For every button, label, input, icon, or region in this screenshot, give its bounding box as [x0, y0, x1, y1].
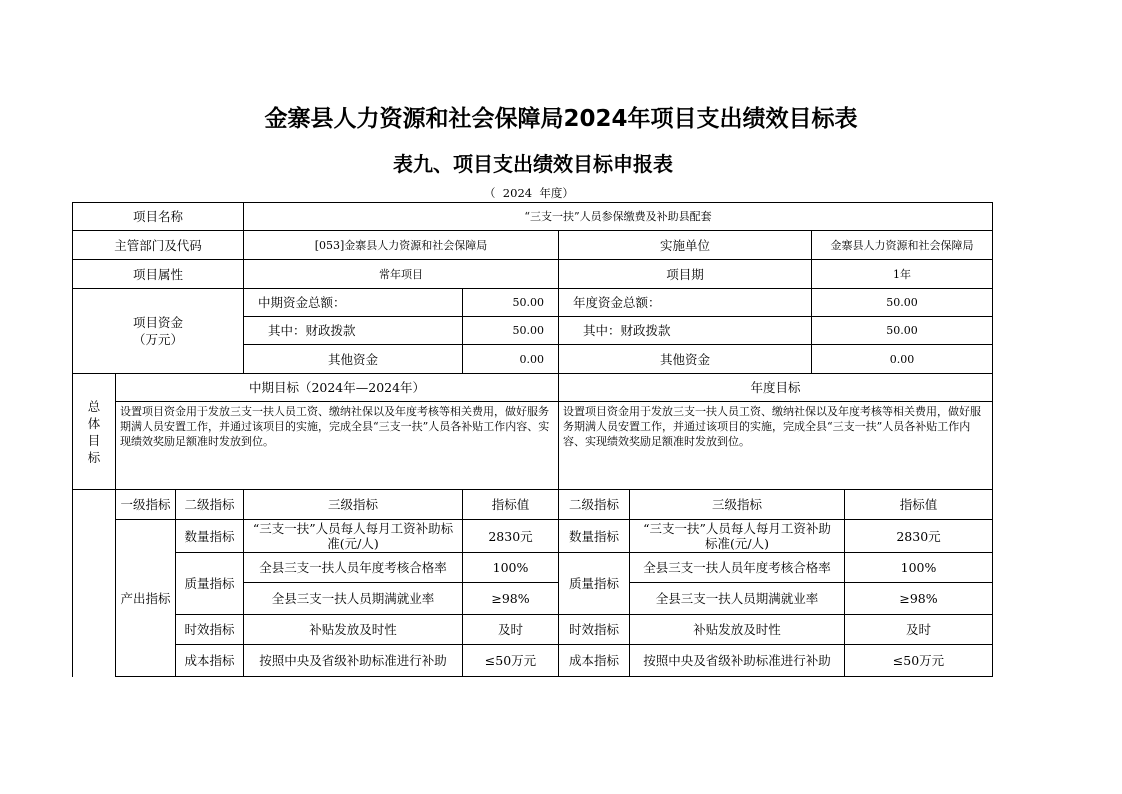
timeliness-label-b: 时效指标 [558, 614, 630, 645]
overall-goals-label [72, 373, 116, 490]
timeliness-item: 补贴发放及时性 [243, 614, 463, 645]
table-subtitle: 表九、项目支出绩效目标申报表 [393, 152, 673, 176]
project-name-value: “三支一扶”人员参保缴费及补助县配套 [243, 202, 993, 231]
quantity-label-b: 数量指标 [558, 519, 630, 553]
funds-label [72, 288, 244, 374]
dept-value: [053]金寨县人力资源和社会保障局 [243, 230, 559, 260]
quality-item-2-b: 全县三支一扶人员期满就业率 [629, 582, 845, 615]
mid-total-value: 50.00 [462, 288, 559, 317]
header-level3-b: 三级指标 [629, 489, 845, 520]
quality-item-2: 全县三支一扶人员期满就业率 [243, 582, 463, 615]
header-level2-b: 二级指标 [558, 489, 630, 520]
quality-item-1: 全县三支一扶人员年度考核合格率 [243, 552, 463, 583]
quality-value-1-b: 100% [844, 552, 993, 583]
quality-value-1: 100% [462, 552, 559, 583]
mid-total-label: 中期资金总额： [243, 288, 463, 317]
quantity-label: 数量指标 [175, 519, 244, 553]
header-value-b: 指标值 [844, 489, 993, 520]
period-label: 项目期 [558, 259, 812, 289]
timeliness-value: 及时 [462, 614, 559, 645]
attr-label: 项目属性 [72, 259, 244, 289]
timeliness-value-b: 及时 [844, 614, 993, 645]
quantity-value-b: 2830元 [844, 519, 993, 553]
header-value: 指标值 [462, 489, 559, 520]
mid-other-value: 0.00 [462, 344, 559, 374]
period-value: 1年 [811, 259, 993, 289]
header-level3: 三级指标 [243, 489, 463, 520]
funds-label-line2: （万元） [132, 332, 183, 347]
header-level1: 一级指标 [115, 489, 176, 520]
quality-item-1-b: 全县三支一扶人员年度考核合格率 [629, 552, 845, 583]
year-fiscal-label: 其中：财政拨款 [558, 316, 812, 345]
year-total-value: 50.00 [811, 288, 993, 317]
year-fiscal-value: 50.00 [811, 316, 993, 345]
year-goal-header: 年度目标 [558, 373, 993, 402]
funds-label-line1: 项目资金 [132, 315, 183, 330]
project-name-label: 项目名称 [72, 202, 244, 231]
dept-label: 主管部门及代码 [72, 230, 244, 260]
mid-fiscal-label: 其中：财政拨款 [243, 316, 463, 345]
mid-goal-header: 中期目标（2024年—2024年） [115, 373, 559, 402]
mid-goal-text: 设置项目资金用于发放三支一扶人员工资、缴纳社保以及年度考核等相关费用，做好服务期满人员安置工作，并通过该项目的实施，完成全县“三支一扶”人员各补贴工作内容、实现绩效奖励足额准时发放到位。 [115, 401, 559, 490]
timeliness-item-b: 补贴发放及时性 [629, 614, 845, 645]
cost-label: 成本指标 [175, 644, 244, 677]
quantity-value: 2830元 [462, 519, 559, 553]
cost-value: ≤50万元 [462, 644, 559, 677]
quality-value-2: ≥98% [462, 582, 559, 615]
document-title: 金寨县人力资源和社会保障局2024年项目支出绩效目标表 [264, 106, 858, 132]
year-other-value: 0.00 [811, 344, 993, 374]
quality-label: 质量指标 [175, 552, 244, 615]
mid-other-label: 其他资金 [243, 344, 463, 374]
timeliness-label: 时效指标 [175, 614, 244, 645]
impl-unit-value: 金寨县人力资源和社会保障局 [811, 230, 993, 260]
goals-label-char: 体 [87, 415, 101, 431]
cost-value-b: ≤50万元 [844, 644, 993, 677]
quantity-item: “三支一扶”人员每人每月工资补助标准(元/人) [243, 519, 463, 553]
year-line: （ 2024 年度） [484, 186, 574, 200]
quality-label-b: 质量指标 [558, 552, 630, 615]
quality-value-2-b: ≥98% [844, 582, 993, 615]
year-goal-text: 设置项目资金用于发放三支一扶人员工资、缴纳社保以及年度考核等相关费用，做好服务期满人员安置工作，并通过该项目的实施，完成全县“三支一扶”人员各补贴工作内容、实现绩效奖励足额准时发放到位。 [558, 401, 993, 490]
cost-item: 按照中央及省级补助标准进行补助 [243, 644, 463, 677]
quantity-item-b: “三支一扶”人员每人每月工资补助标准(元/人) [629, 519, 845, 553]
year-total-label: 年度资金总额： [558, 288, 812, 317]
goals-label-char: 目 [87, 432, 101, 448]
impl-unit-label: 实施单位 [558, 230, 812, 260]
attr-value: 常年项目 [243, 259, 559, 289]
goals-label-char: 标 [87, 449, 101, 465]
output-indicator-label: 产出指标 [115, 519, 176, 677]
cost-label-b: 成本指标 [558, 644, 630, 677]
cost-item-b: 按照中央及省级补助标准进行补助 [629, 644, 845, 677]
indicator-gutter [72, 489, 116, 677]
year-other-label: 其他资金 [558, 344, 812, 374]
goals-label-char: 总 [87, 398, 101, 414]
header-level2: 二级指标 [175, 489, 244, 520]
mid-fiscal-value: 50.00 [462, 316, 559, 345]
